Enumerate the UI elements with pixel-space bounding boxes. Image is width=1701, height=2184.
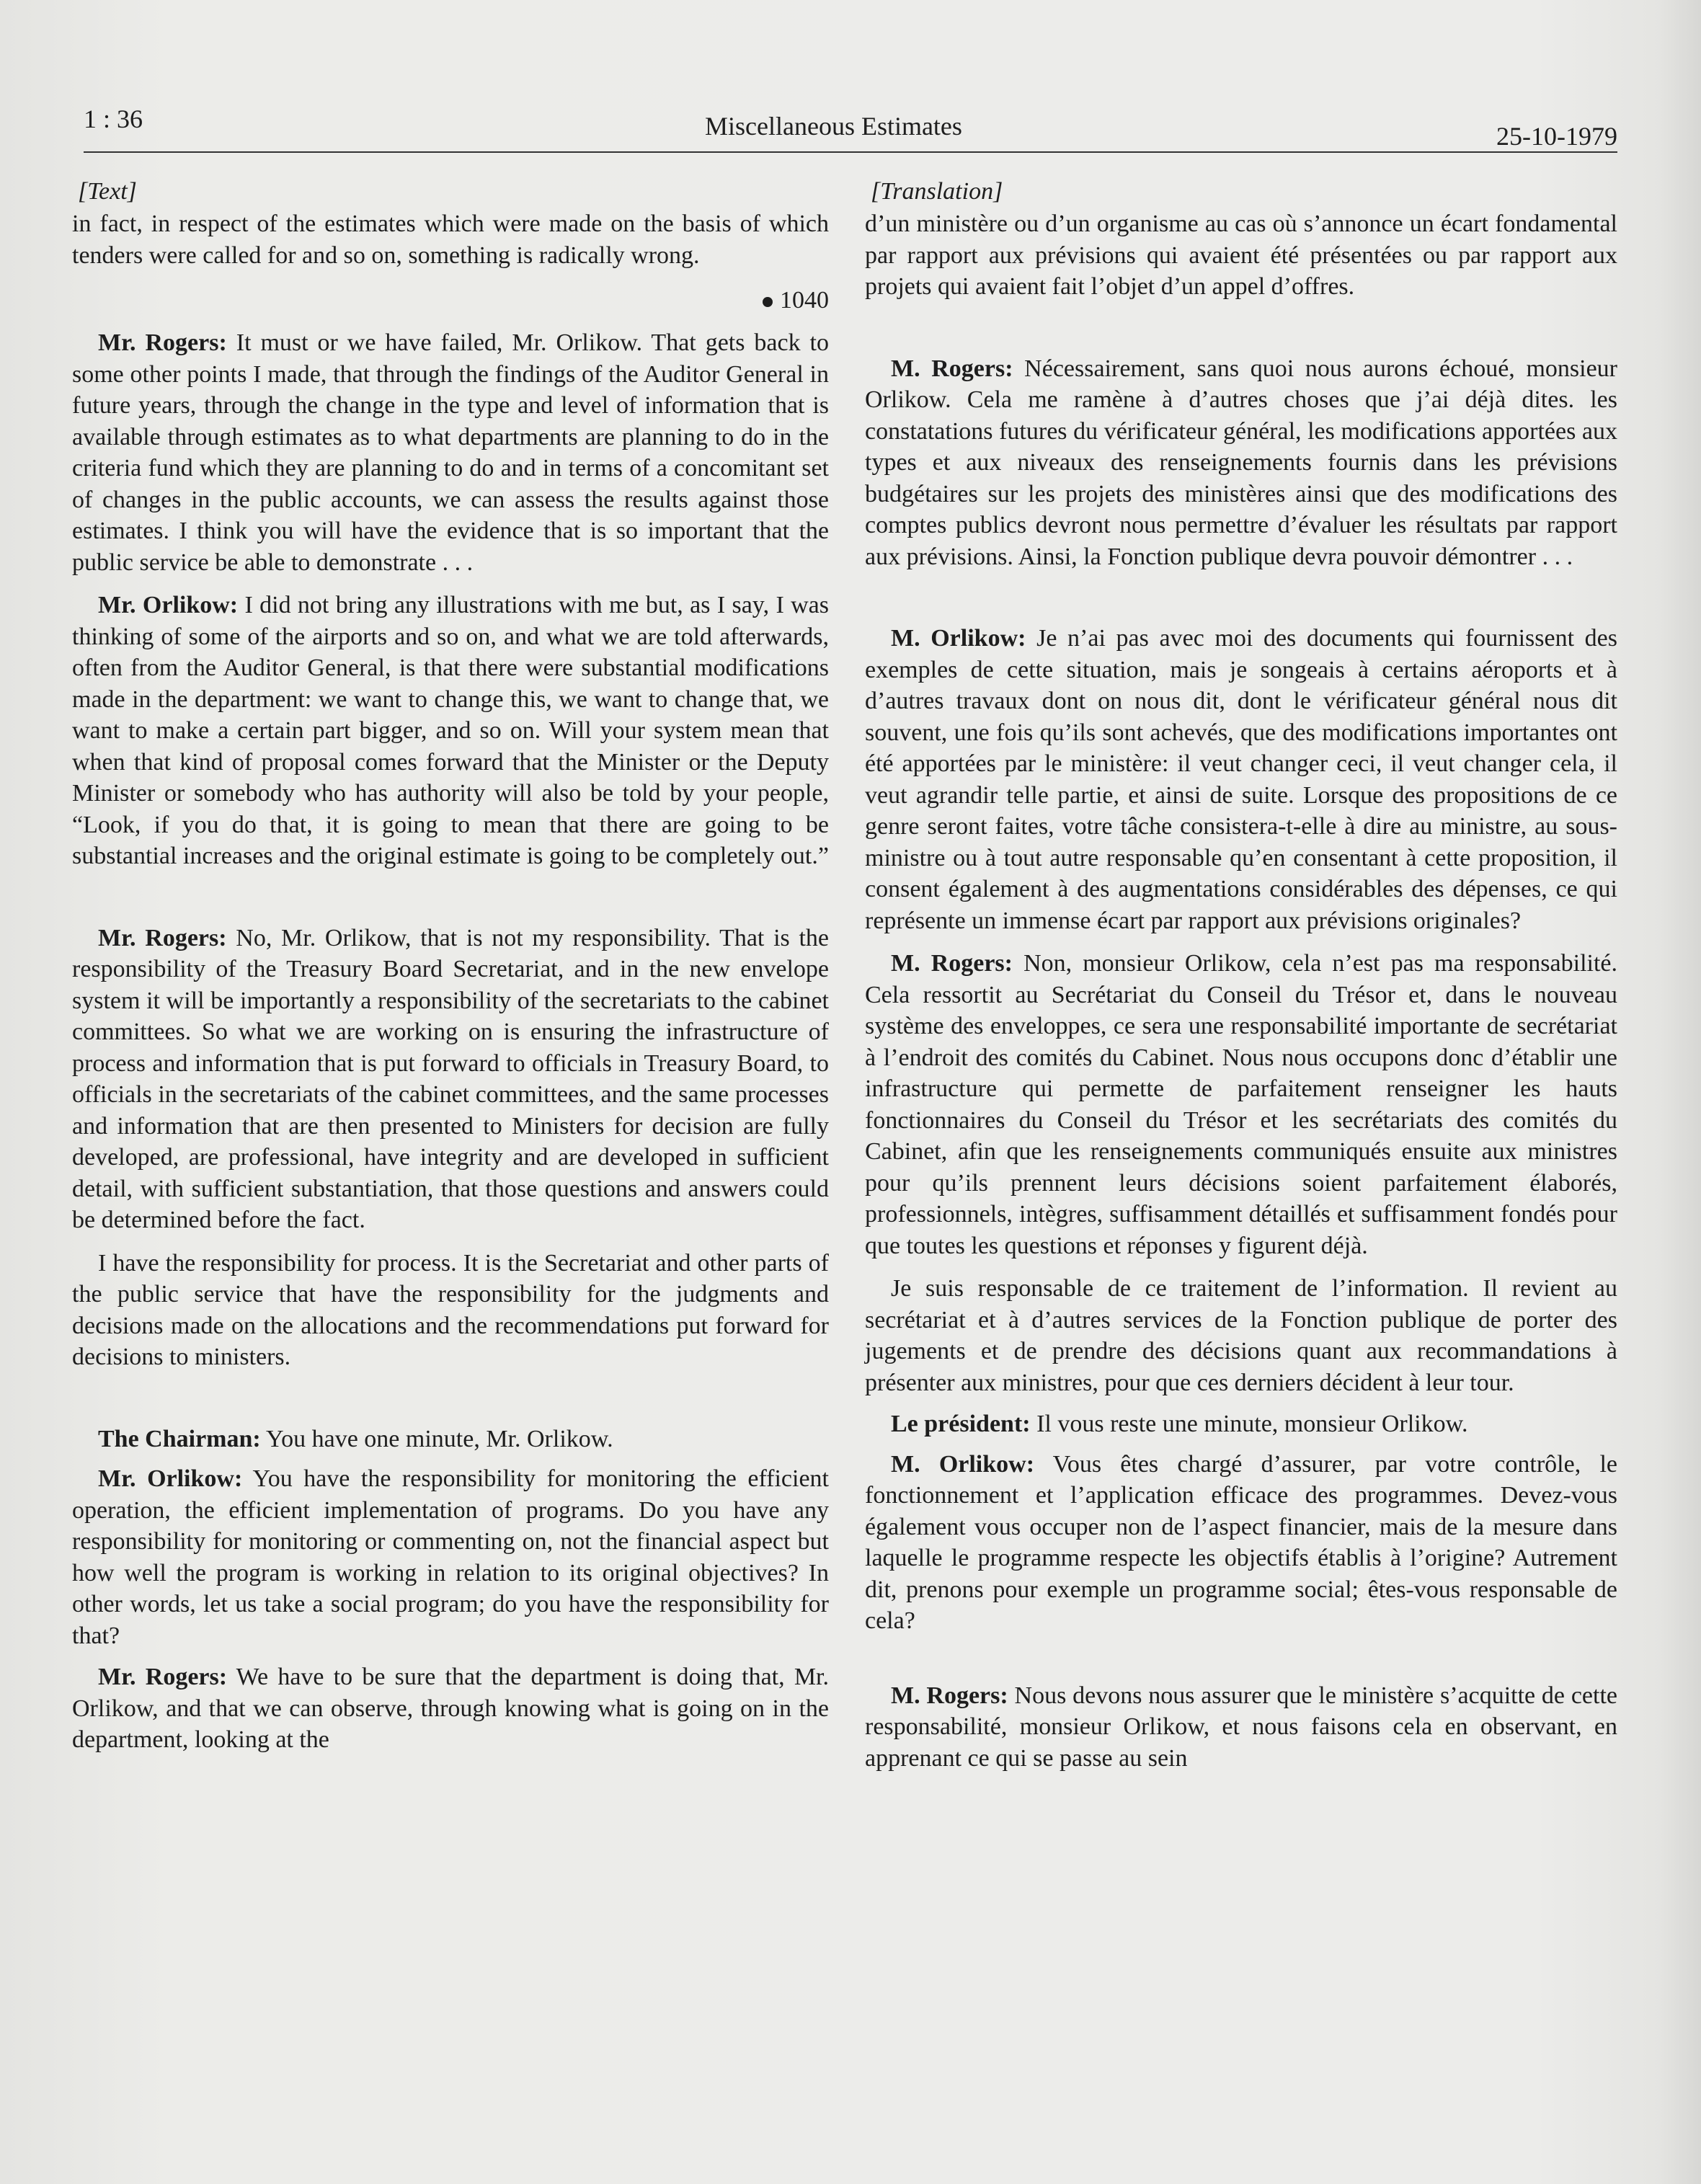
paragraph: [72, 1248, 829, 1373]
speaker-name: Le président:: [891, 1411, 1031, 1437]
running-title: Miscellaneous Estimates: [705, 112, 962, 141]
speaker-name: Mr. Rogers:: [98, 1664, 228, 1690]
paragraph-text: You have the responsibility for monitoring the efficient operation, the efficient implementation of programs. Do you have any responsibility for monitoring or commenting on, not the financial aspect but how well the program is working in relation to its original objectives? In other words, let us take a social program; do you have the responsibility for that?: [72, 1465, 829, 1649]
paragraph-text: It must or we have failed, Mr. Orlikow. That gets back to some other points I made, that through the findings of the Auditor General in future years, through the change in the type and level of information that is available through estimates as to what departments are planning to do in the criteria fund which they are planning to do and in terms of a concomitant set of changes in the public accounts, we can assess the results against those estimates. I think you will have the evidence that is so important that the public service be able to demonstrate . . .: [72, 329, 829, 576]
paragraph: [72, 923, 829, 1236]
paragraph: [72, 327, 829, 578]
paragraph-text: Je suis responsable de ce traitement de l’information. Il revient au secrétariat et à d’autres services de la Fonction publique de porter des jugements et de prendre des décisions quant aux recommandations à présenter aux ministres, pour que ces derniers décident à leur tour.: [865, 1275, 1617, 1396]
page-edge-shadow: [1658, 0, 1701, 2184]
paragraph: [865, 948, 1617, 1261]
paragraph: [865, 353, 1617, 573]
speaker-name: The Chairman:: [98, 1425, 261, 1452]
page-number: 1 : 36: [84, 105, 143, 133]
speaker-name: Mr. Rogers:: [98, 924, 227, 951]
paragraph: [72, 1424, 829, 1455]
paragraph: [865, 623, 1617, 936]
paragraph: [865, 208, 1617, 303]
time-marker: [72, 284, 829, 317]
paragraph-text: Il vous reste une minute, monsieur Orlikow.: [1030, 1411, 1468, 1437]
paragraph: [72, 590, 829, 872]
header-date: 25-10-1979: [1496, 122, 1617, 151]
translation-tag: [Translation]: [871, 178, 1003, 205]
text-tag: [Text]: [78, 178, 137, 205]
paragraph-text: d’un ministère ou d’un organisme au cas où s’annonce un écart fondamental par rapport aux prévisions qui avaient été présentées ou par rapport aux projets qui avaient fait l’objet d’un appel d’offres.: [865, 210, 1617, 300]
paragraph-text: Nécessairement, sans quoi nous aurons échoué, monsieur Orlikow. Cela me ramène à d’autres choses que j’ai déjà dites. les constatations futures du vérificateur général, les modifications apportées aux types et aux niveaux des renseignements fournis dans les prévisions budgétaires sur les projets des ministères ainsi que des modifications des comptes publics devront nous permettre d’évaluer les résultats par rapport aux prévisions. Ainsi, la Fonction publique devra pouvoir démontrer . . .: [865, 355, 1617, 570]
paragraph: [865, 1273, 1617, 1398]
paragraph-text: Vous êtes chargé d’assurer, par votre contrôle, le fonctionnement et l’application efficace des programmes. Devez-vous également vous occuper non de l’aspect financier, mais de la mesure dans laquelle le programme respecte les objectifs établis à l’origine? Autrement dit, prenons pour exemple un programme social; êtes-vous responsable de cela?: [865, 1450, 1617, 1634]
paragraph: [72, 208, 829, 271]
page-header: [84, 101, 1617, 153]
paragraph: [865, 1680, 1617, 1775]
time-marker-value: 1040: [780, 287, 829, 314]
paragraph-text: I did not bring any illustrations with me but, as I say, I was thinking of some of the airports and so on, and what we are told afterwards, often from the Auditor General, is that there were substantial modifications made in the department: we want to change this, we want to change that, we want to make a certain part bigger, and so on. Will your system mean that when that kind of proposal comes forward that the Minister or the Deputy Minister or somebody who has authority will also be told by your people, “Look, if you do that, it is going to mean that there are going to be substantial increases and the original estimate is going to be completely out.”: [72, 592, 829, 869]
paragraph-text: Non, monsieur Orlikow, cela n’est pas ma responsabilité. Cela ressortit au Secrétariat du Conseil du Trésor et, dans le nouveau système des enveloppes, ce sera une responsabilité importante de secrétariat à l’endroit des comités du Cabinet. Nous nous occupons donc d’établir une infrastructure qui permette de parfaitement renseigner les hauts fonctionnaires du Conseil du Trésor et les secrétariats des comités du Cabinet, afin que les renseignements communiqués ensuite aux ministres pour qu’ils prennent leurs décisions soient parfaitement élaborés, professionnels, intègres, suffisamment détaillés et suffisamment fondés pour que toutes les questions et réponses y figurent déjà.: [865, 950, 1617, 1259]
speaker-name: M. Rogers:: [891, 355, 1013, 382]
english-column: [72, 177, 829, 1756]
paragraph-text: We have to be sure that the department is doing that, Mr. Orlikow, and that we can observe, through knowing what is going on in the department, looking at the: [72, 1664, 829, 1753]
paragraph-text: No, Mr. Orlikow, that is not my responsibility. That is the responsibility of the Treasury Board Secretariat, and in the new envelope system it will be importantly a responsibility of the secretariats to the cabinet committees. So what we are working on is ensuring the infrastructure of process and information that is put forward to officials in Treasury Board, to officials in the secretariats of the cabinet committees, and the same processes and information that are then presented to Ministers for decision are fully developed, are professional, have integrity and are developed in sufficient detail, with sufficient substantiation, that those questions and answers could be determined before the fact.: [72, 924, 829, 1233]
paragraph: [865, 1449, 1617, 1637]
paragraph-text: I have the responsibility for process. It is the Secretariat and other parts of the public service that have the responsibility for the judgments and decisions made on the allocations and the recommendations put forward for decisions to ministers.: [72, 1249, 829, 1370]
speaker-name: Mr. Rogers:: [98, 329, 227, 356]
paragraph: [72, 1463, 829, 1651]
speaker-name: M. Rogers:: [891, 950, 1013, 977]
speaker-name: Mr. Orlikow:: [98, 592, 239, 618]
french-column: [865, 177, 1617, 1774]
paragraph-text: Je n’ai pas avec moi des documents qui fournissent des exemples de cette situation, mais je songeais à certains aéroports et à d’autres travaux dont on nous dit, dont le vérificateur général nous dit souvent, une fois qu’ils sont achevés, que des modifications importantes ont été apportées par le ministère: il veut changer ceci, il veut changer cela, il veut agrandir telle partie, et ainsi de suite. Lorsque des propositions de ce genre seront faites, votre tâche consistera-t-elle à dire au ministre, au sous-ministre ou à tout autre responsable qu’en consentant à cette proposition, il consent également à des augmentations considérables des dépenses, ce qui représente un immense écart par rapport aux prévisions originales?: [865, 625, 1618, 934]
paragraph: [72, 1661, 829, 1756]
speaker-name: M. Rogers:: [891, 1682, 1008, 1709]
paragraph-text: You have one minute, Mr. Orlikow.: [260, 1425, 613, 1452]
speaker-name: M. Orlikow:: [891, 625, 1026, 652]
paragraph: [865, 1408, 1617, 1440]
bullet-icon: [763, 297, 773, 307]
speaker-name: Mr. Orlikow:: [98, 1465, 243, 1492]
paragraph-text: in fact, in respect of the estimates which were made on the basis of which tenders were called for and so on, something is radically wrong.: [72, 210, 829, 269]
paragraph-text: Nous devons nous assurer que le ministère s’acquitte de cette responsabilité, monsieur Orlikow, et nous faisons cela en observant, en apprenant ce qui se passe au sein: [865, 1682, 1617, 1772]
speaker-name: M. Orlikow:: [891, 1450, 1035, 1478]
